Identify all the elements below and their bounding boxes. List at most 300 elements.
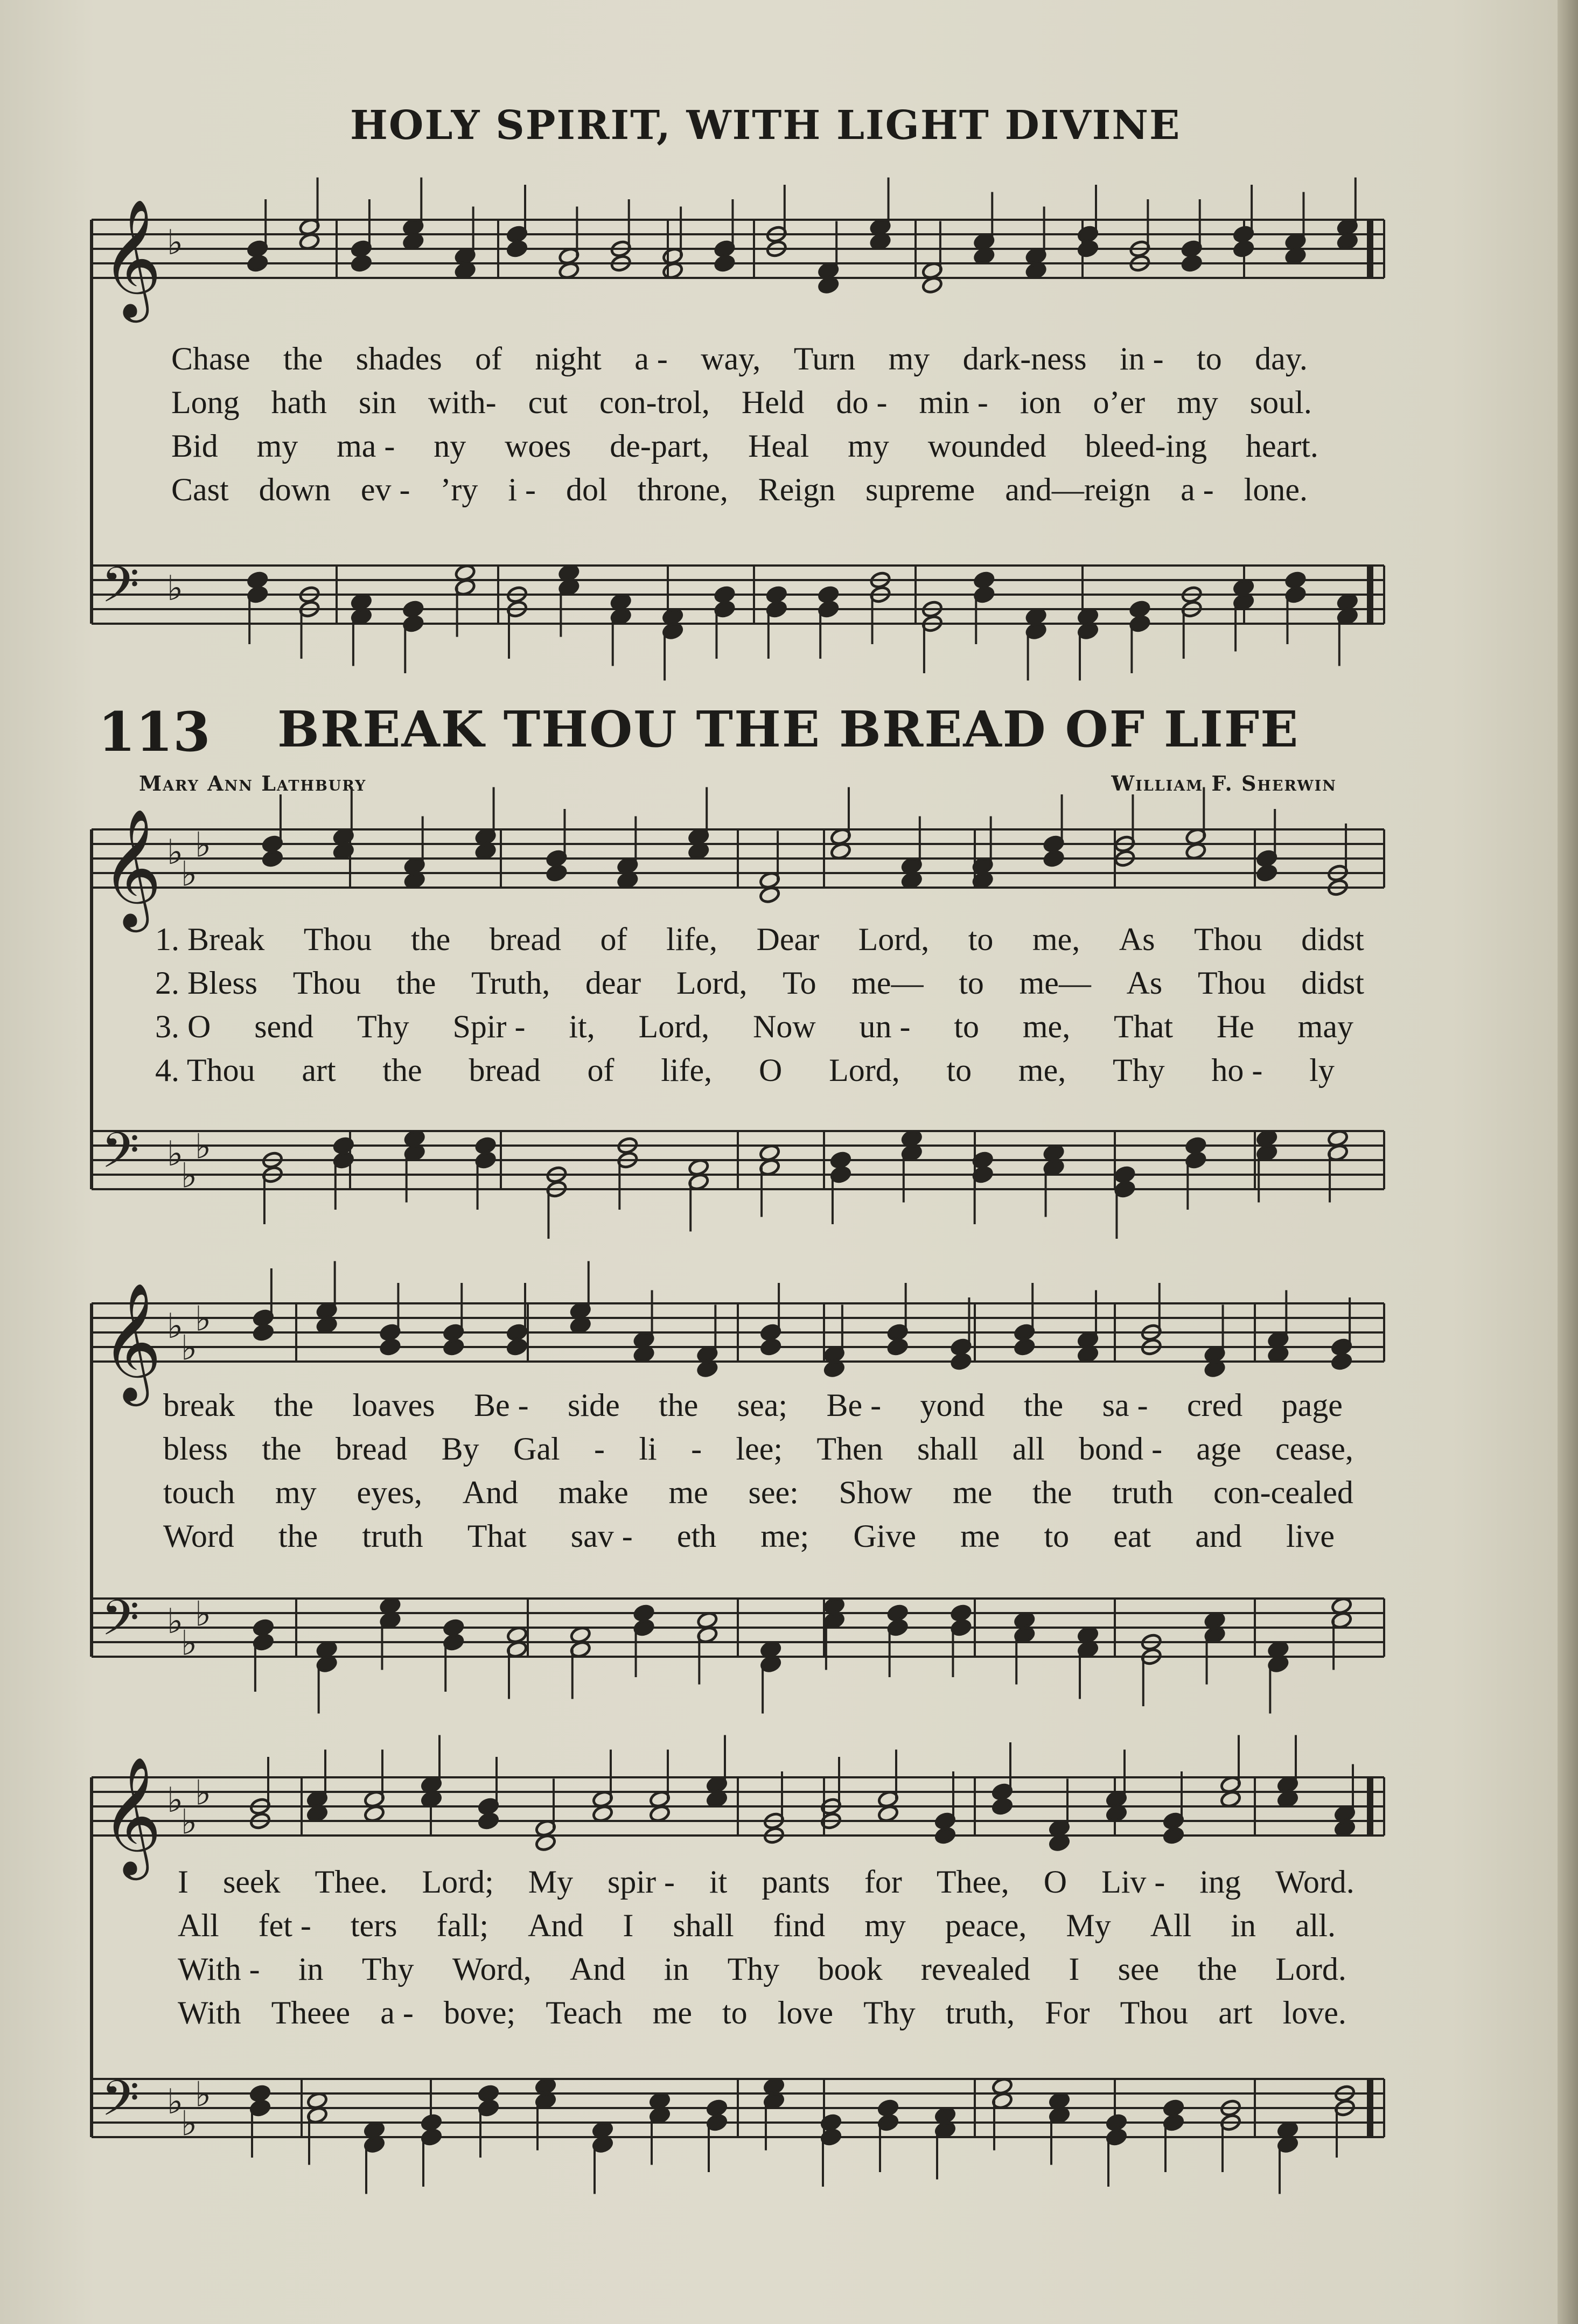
lyric-word: book xyxy=(818,1951,883,1987)
note-head xyxy=(830,1151,851,1169)
lyric-word: the xyxy=(283,341,323,376)
flat-icon: ♭ xyxy=(167,1602,184,1642)
flat-icon: ♭ xyxy=(181,1156,198,1196)
lyric-line-b1-4 xyxy=(155,1052,1335,1089)
lyric-word: the xyxy=(382,1052,422,1088)
flat-icon: ♭ xyxy=(195,1127,212,1167)
note-head xyxy=(1129,600,1150,618)
lyric-word: lee; xyxy=(736,1431,783,1467)
note-head xyxy=(950,1352,972,1371)
note-head xyxy=(887,1604,909,1622)
note-head xyxy=(633,1604,654,1622)
lyric-word: Word, xyxy=(452,1951,532,1987)
note-head xyxy=(402,600,424,618)
lyric-word: I xyxy=(1069,1951,1080,1987)
flat-icon: ♭ xyxy=(167,1781,184,1820)
lyric-word: to xyxy=(954,1009,980,1044)
bass-clef-icon: 𝄢 xyxy=(101,1122,139,1191)
lyric-word: Truth, xyxy=(471,965,550,1001)
lyric-word: my xyxy=(848,428,889,464)
lyric-word: And xyxy=(528,1908,584,1943)
lyric-word: fet - xyxy=(258,1908,311,1943)
lyric-word: woes xyxy=(505,428,571,464)
lyric-word: the xyxy=(410,922,451,957)
lyric-word: That xyxy=(467,1518,527,1554)
lyric-line-b2-1 xyxy=(163,1387,1343,1424)
lyric-word: With - xyxy=(178,1951,260,1987)
note-head xyxy=(1043,849,1064,868)
lyric-word: bread xyxy=(336,1431,408,1467)
final-bar-line xyxy=(1367,220,1373,278)
lyric-word: bove; xyxy=(443,1995,516,2030)
lyric-word: lone. xyxy=(1244,472,1308,507)
lyric-word: my xyxy=(256,428,298,464)
lyric-word: to xyxy=(959,965,984,1001)
lyric-word: my xyxy=(1177,385,1218,420)
lyric-word: My xyxy=(1066,1908,1111,1943)
lyric-word: Theee xyxy=(271,1995,351,2030)
note-head xyxy=(1077,240,1099,258)
lyric-word: min - xyxy=(919,385,988,420)
lyric-word: Lord. xyxy=(1275,1951,1346,1987)
lyric-word: ing xyxy=(1199,1864,1241,1900)
lyric-word: heart. xyxy=(1245,428,1318,464)
lyric-word: With xyxy=(178,1995,241,2030)
lyric-word: the xyxy=(278,1518,318,1554)
lyric-line-b2-4 xyxy=(163,1518,1335,1555)
lyric-line-b3-3 xyxy=(178,1951,1346,1988)
lyric-word: me— xyxy=(851,965,924,1001)
note-head xyxy=(714,254,735,273)
lyric-word: find xyxy=(773,1908,826,1943)
lyric-word: Thy xyxy=(863,1995,916,2030)
lyric-word: the xyxy=(659,1387,699,1423)
note-head xyxy=(421,2113,442,2132)
lyric-word: All xyxy=(1150,1908,1192,1943)
lyric-word: of xyxy=(475,341,502,376)
lyric-word: me xyxy=(668,1475,708,1510)
lyric-word: to xyxy=(1044,1518,1070,1554)
note-head xyxy=(714,585,735,604)
hymn-title-break-thou: BREAK THOU THE BREAD OF LIFE xyxy=(277,700,1300,758)
lyric-word: me, xyxy=(1032,922,1080,957)
flat-icon: ♭ xyxy=(167,833,184,873)
lyric-word: Thou xyxy=(292,965,361,1001)
lyric-word: see: xyxy=(748,1475,799,1510)
lyric-word: page xyxy=(1281,1387,1343,1423)
lyric-word: Dear xyxy=(756,922,820,957)
lyric-word: shades xyxy=(355,341,442,376)
lyric-word: Be - xyxy=(826,1387,882,1423)
lyric-word: the xyxy=(1032,1475,1072,1510)
lyric-word: Word xyxy=(163,1518,234,1554)
lyric-word: me; xyxy=(760,1518,809,1554)
hymn-number: 113 xyxy=(98,700,211,764)
flat-icon: ♭ xyxy=(167,1307,184,1346)
lyric-word: o’er xyxy=(1093,385,1146,420)
lyric-word: me, xyxy=(1018,1052,1066,1088)
composer-credit: William F. Sherwin xyxy=(1111,771,1337,795)
lyric-word: 2. Bless xyxy=(155,965,258,1001)
lyric-word: touch xyxy=(163,1475,235,1510)
lyric-word: break xyxy=(163,1387,235,1423)
lyric-word: truth, xyxy=(945,1995,1015,2030)
lyric-word: 4. Thou xyxy=(155,1052,255,1088)
lyric-word: sea; xyxy=(737,1387,788,1423)
flat-icon: ♭ xyxy=(195,1773,212,1813)
lyric-word: to xyxy=(722,1995,748,2030)
lyric-word: ny xyxy=(434,428,466,464)
lyric-word: may xyxy=(1297,1009,1353,1044)
lyric-word: revealed xyxy=(920,1951,1031,1987)
lyric-word: For xyxy=(1045,1995,1090,2030)
flat-icon: ♭ xyxy=(181,2104,198,2144)
lyric-line-b3-2 xyxy=(178,1907,1336,1944)
flat-icon: ♭ xyxy=(181,1802,198,1843)
lyric-word: And xyxy=(569,1951,626,1987)
final-bar-line xyxy=(1367,2079,1373,2137)
flat-icon: ♭ xyxy=(181,1328,198,1369)
lyric-line-b1-3 xyxy=(155,1008,1353,1045)
lyric-word: pants xyxy=(762,1864,830,1900)
lyric-word: live xyxy=(1286,1518,1335,1554)
lyric-word: in xyxy=(298,1951,324,1987)
lyric-word: throne, xyxy=(637,472,728,507)
lyric-word: i - xyxy=(508,472,536,507)
note-head xyxy=(1014,1338,1035,1356)
lyric-word: 3. O xyxy=(155,1009,211,1044)
note-head xyxy=(247,571,268,589)
flat-icon: ♭ xyxy=(167,2082,184,2122)
note-head xyxy=(973,571,995,589)
lyric-word: Chase xyxy=(171,341,250,376)
note-head xyxy=(253,1618,274,1637)
lyric-word: He xyxy=(1216,1009,1254,1044)
lyric-word: a - xyxy=(380,1995,414,2030)
lyric-word: side xyxy=(568,1387,620,1423)
lyric-word: a - xyxy=(634,341,668,376)
lyric-word: bond - xyxy=(1079,1431,1163,1467)
lyric-word: bleed-ing xyxy=(1085,428,1207,464)
lyric-word: As xyxy=(1119,922,1155,957)
lyric-word: Bid xyxy=(171,428,218,464)
note-head xyxy=(1284,571,1306,589)
lyric-word: con-trol, xyxy=(599,385,710,420)
lyric-word: peace, xyxy=(945,1908,1027,1943)
treble-clef-icon: 𝄞 xyxy=(101,1756,162,1875)
lyric-word: life, xyxy=(661,1052,713,1088)
note-head xyxy=(247,254,268,273)
lyric-word: my xyxy=(864,1908,906,1943)
lyric-word: down xyxy=(259,472,331,507)
lyric-word: night xyxy=(535,341,602,376)
lyric-word: seek xyxy=(222,1864,281,1900)
lyric-word: Thee. xyxy=(315,1864,388,1900)
lyric-word: it, xyxy=(569,1009,595,1044)
lyric-word: dear xyxy=(585,965,641,1001)
lyric-word: - xyxy=(691,1431,702,1467)
lyric-word: art xyxy=(302,1052,336,1088)
lyric-word: cease, xyxy=(1275,1431,1353,1467)
note-head xyxy=(351,254,372,273)
lyric-word: the xyxy=(274,1387,313,1423)
flat-icon: ♭ xyxy=(181,854,198,895)
lyric-word: To xyxy=(783,965,816,1001)
treble-clef-icon: 𝄞 xyxy=(101,808,162,927)
lyric-line-b1-2 xyxy=(155,965,1364,1002)
lyric-word: send xyxy=(254,1009,314,1044)
lyric-word: fall; xyxy=(436,1908,489,1943)
note-head xyxy=(1331,1352,1352,1371)
lyric-word: soul. xyxy=(1249,385,1312,420)
lyric-word: loaves xyxy=(352,1387,435,1423)
lyric-word: me xyxy=(960,1518,1000,1554)
lyric-word: Lord, xyxy=(829,1052,900,1088)
lyric-word: sav - xyxy=(570,1518,633,1554)
lyric-word: Show xyxy=(839,1475,913,1510)
lyric-word: Thy xyxy=(361,1951,414,1987)
lyric-word: cut xyxy=(528,385,568,420)
lyric-word: way, xyxy=(701,341,761,376)
lyric-word: yond xyxy=(920,1387,985,1423)
lyric-word: truth xyxy=(362,1518,423,1554)
lyric-word: Give xyxy=(853,1518,916,1554)
flat-icon: ♭ xyxy=(167,223,184,263)
lyric-word: I xyxy=(623,1908,634,1943)
note-head xyxy=(506,1338,528,1356)
note-head xyxy=(1163,1826,1184,1845)
lyric-word: didst xyxy=(1301,965,1364,1001)
final-bar-line xyxy=(1367,566,1373,624)
lyric-word: As xyxy=(1126,965,1163,1001)
lyric-line-b3-4 xyxy=(178,1994,1346,2032)
lyric-word: Word. xyxy=(1275,1864,1354,1900)
lyric-word: By xyxy=(441,1431,479,1467)
bass-clef-icon: 𝄢 xyxy=(101,1589,139,1658)
lyric-word: Turn xyxy=(793,341,856,376)
lyric-word: me xyxy=(652,1995,692,2030)
lyric-word: dark-ness xyxy=(962,341,1087,376)
lyric-word: sa - xyxy=(1102,1387,1148,1423)
final-bar-line xyxy=(1367,1777,1373,1836)
lyric-line-a1 xyxy=(171,340,1308,378)
hymn-title-holy-spirit: HOLY SPIRIT, WITH LIGHT DIVINE xyxy=(350,102,1181,149)
lyric-word: Long xyxy=(171,385,240,420)
lyric-word: Held xyxy=(741,385,805,420)
lyric-word: Be - xyxy=(474,1387,529,1423)
lyric-word: Lord, xyxy=(858,922,930,957)
lyric-line-a2 xyxy=(171,384,1312,421)
lyric-word: sin xyxy=(358,385,396,420)
bass-clef-icon: 𝄢 xyxy=(101,2070,139,2139)
note-head xyxy=(706,2099,728,2117)
lyric-word: con-cealed xyxy=(1213,1475,1353,1510)
lyric-word: Gal xyxy=(513,1431,560,1467)
lyric-word: un - xyxy=(859,1009,911,1044)
note-head xyxy=(766,585,787,604)
lyric-word: for xyxy=(864,1864,902,1900)
lyric-word: ev - xyxy=(360,472,410,507)
note-head xyxy=(877,2099,899,2117)
lyric-word: in xyxy=(664,1951,689,1987)
lyric-word: Lord, xyxy=(676,965,748,1001)
flat-icon: ♭ xyxy=(195,1299,212,1339)
lyric-line-b2-2 xyxy=(163,1430,1353,1468)
lyric-word: in - xyxy=(1119,341,1164,376)
lyric-word: eat xyxy=(1113,1518,1151,1554)
lyric-word: love. xyxy=(1282,1995,1346,2030)
note-head xyxy=(1163,2099,1184,2117)
lyric-word: love xyxy=(777,1995,834,2030)
lyric-line-b2-3 xyxy=(163,1474,1353,1511)
lyric-word: all xyxy=(1012,1431,1045,1467)
lyric-word: Thy xyxy=(357,1009,409,1044)
lyric-line-b1-1 xyxy=(155,921,1364,958)
lyric-word: ma - xyxy=(337,428,395,464)
lyric-word: truth xyxy=(1112,1475,1174,1510)
lyric-word: the xyxy=(1023,1387,1064,1423)
lyric-word: I xyxy=(178,1864,188,1900)
lyricist-credit: Mary Ann Lathbury xyxy=(139,771,367,795)
lyric-word: dol xyxy=(565,472,608,507)
lyric-word: of xyxy=(600,922,627,957)
lyric-word: life, xyxy=(666,922,717,957)
lyric-word: O xyxy=(1043,1864,1067,1900)
lyric-word: Thou xyxy=(303,922,372,957)
lyric-word: Teach xyxy=(546,1995,623,2030)
note-head xyxy=(1233,240,1254,258)
lyric-word: and—reign xyxy=(1005,472,1151,507)
lyric-word: supreme xyxy=(865,472,975,507)
treble-clef-icon: 𝄞 xyxy=(101,1282,162,1401)
lyric-word: My xyxy=(528,1864,574,1900)
note-head xyxy=(249,2084,271,2103)
note-head xyxy=(760,1338,781,1356)
note-head xyxy=(379,1338,401,1356)
lyric-word: me, xyxy=(1022,1009,1071,1044)
lyric-word: Thou xyxy=(1197,965,1266,1001)
note-head xyxy=(1106,2113,1127,2132)
note-head xyxy=(934,1826,956,1845)
lyric-word: ’ry xyxy=(440,472,478,507)
lyric-word: Spir - xyxy=(452,1009,526,1044)
lyric-word: Thou xyxy=(1193,922,1262,957)
lyric-word: and xyxy=(1195,1518,1242,1554)
lyric-word: age xyxy=(1196,1431,1241,1467)
lyric-word: Thee, xyxy=(936,1864,1009,1900)
note-head xyxy=(546,864,567,882)
lyric-word: me— xyxy=(1019,965,1091,1001)
lyric-word: eyes, xyxy=(357,1475,423,1510)
lyric-word: in xyxy=(1231,1908,1256,1943)
lyric-word: ters xyxy=(350,1908,397,1943)
lyric-word: Heal xyxy=(748,428,809,464)
lyric-word: to xyxy=(968,922,994,957)
lyric-word: All xyxy=(178,1908,219,1943)
lyric-word: ly xyxy=(1309,1052,1335,1088)
lyric-word: my xyxy=(275,1475,317,1510)
lyric-word: Thou xyxy=(1120,1995,1189,2030)
lyric-word: And xyxy=(462,1475,519,1510)
lyric-word: Reign xyxy=(758,472,836,507)
lyric-line-a3 xyxy=(171,428,1318,465)
lyric-word: my xyxy=(888,341,930,376)
lyric-word: Thy xyxy=(1112,1052,1165,1088)
note-head xyxy=(443,1338,464,1356)
note-head xyxy=(474,1136,496,1155)
lyric-word: eth xyxy=(676,1518,717,1554)
lyric-word: a - xyxy=(1181,472,1214,507)
flat-icon: ♭ xyxy=(195,825,212,866)
treble-clef-icon: 𝄞 xyxy=(101,198,162,317)
note-head xyxy=(950,1604,972,1622)
note-head xyxy=(818,585,839,604)
lyric-word: do - xyxy=(836,385,888,420)
lyric-word: Lord, xyxy=(638,1009,710,1044)
lyric-word: it xyxy=(709,1864,728,1900)
lyric-word: day. xyxy=(1255,341,1308,376)
lyric-word: wounded xyxy=(927,428,1046,464)
note-head xyxy=(478,1812,499,1830)
note-head xyxy=(887,1338,909,1356)
note-head xyxy=(1256,864,1277,882)
lyric-word: Liv - xyxy=(1101,1864,1165,1900)
lyric-word: art xyxy=(1218,1995,1253,2030)
lyric-word: de-part, xyxy=(610,428,710,464)
lyric-word: to xyxy=(1197,341,1222,376)
lyric-word: O xyxy=(758,1052,783,1088)
lyric-word: with- xyxy=(428,385,497,420)
lyric-word: bread xyxy=(489,922,562,957)
flat-icon: ♭ xyxy=(195,1594,212,1635)
bass-clef-icon: 𝄢 xyxy=(101,556,139,625)
lyric-word: That xyxy=(1114,1009,1173,1044)
lyric-word: bless xyxy=(163,1431,228,1467)
lyric-word: shall xyxy=(673,1908,734,1943)
lyric-word: cred xyxy=(1186,1387,1243,1423)
lyric-word: make xyxy=(558,1475,629,1510)
lyric-word: 1. Break xyxy=(155,922,265,957)
note-head xyxy=(1114,1166,1135,1184)
lyric-word: the xyxy=(396,965,436,1001)
flat-icon: ♭ xyxy=(181,1623,198,1664)
lyric-word: the xyxy=(262,1431,302,1467)
lyric-word: see xyxy=(1118,1951,1160,1987)
note-head xyxy=(506,240,528,258)
note-head xyxy=(253,1323,274,1342)
note-head xyxy=(478,2084,499,2103)
lyric-word: Lord; xyxy=(422,1864,494,1900)
lyric-word: spir - xyxy=(608,1864,675,1900)
lyric-word: didst xyxy=(1301,922,1364,957)
lyric-line-b3-1 xyxy=(178,1864,1354,1901)
note-head xyxy=(1185,1136,1206,1155)
note-head xyxy=(1181,254,1203,273)
lyric-word: ho - xyxy=(1211,1052,1263,1088)
lyric-word: of xyxy=(587,1052,615,1088)
lyric-word: to xyxy=(946,1052,972,1088)
note-head xyxy=(443,1618,464,1637)
lyric-word: li xyxy=(639,1431,657,1467)
lyric-word: Thy xyxy=(727,1951,780,1987)
lyric-word: hath xyxy=(271,385,327,420)
lyric-word: shall xyxy=(917,1431,979,1467)
lyric-word: Then xyxy=(816,1431,883,1467)
lyric-word: ion xyxy=(1020,385,1062,420)
lyric-line-a4 xyxy=(171,471,1308,508)
lyric-word: all. xyxy=(1295,1908,1336,1943)
note-head xyxy=(262,849,283,868)
